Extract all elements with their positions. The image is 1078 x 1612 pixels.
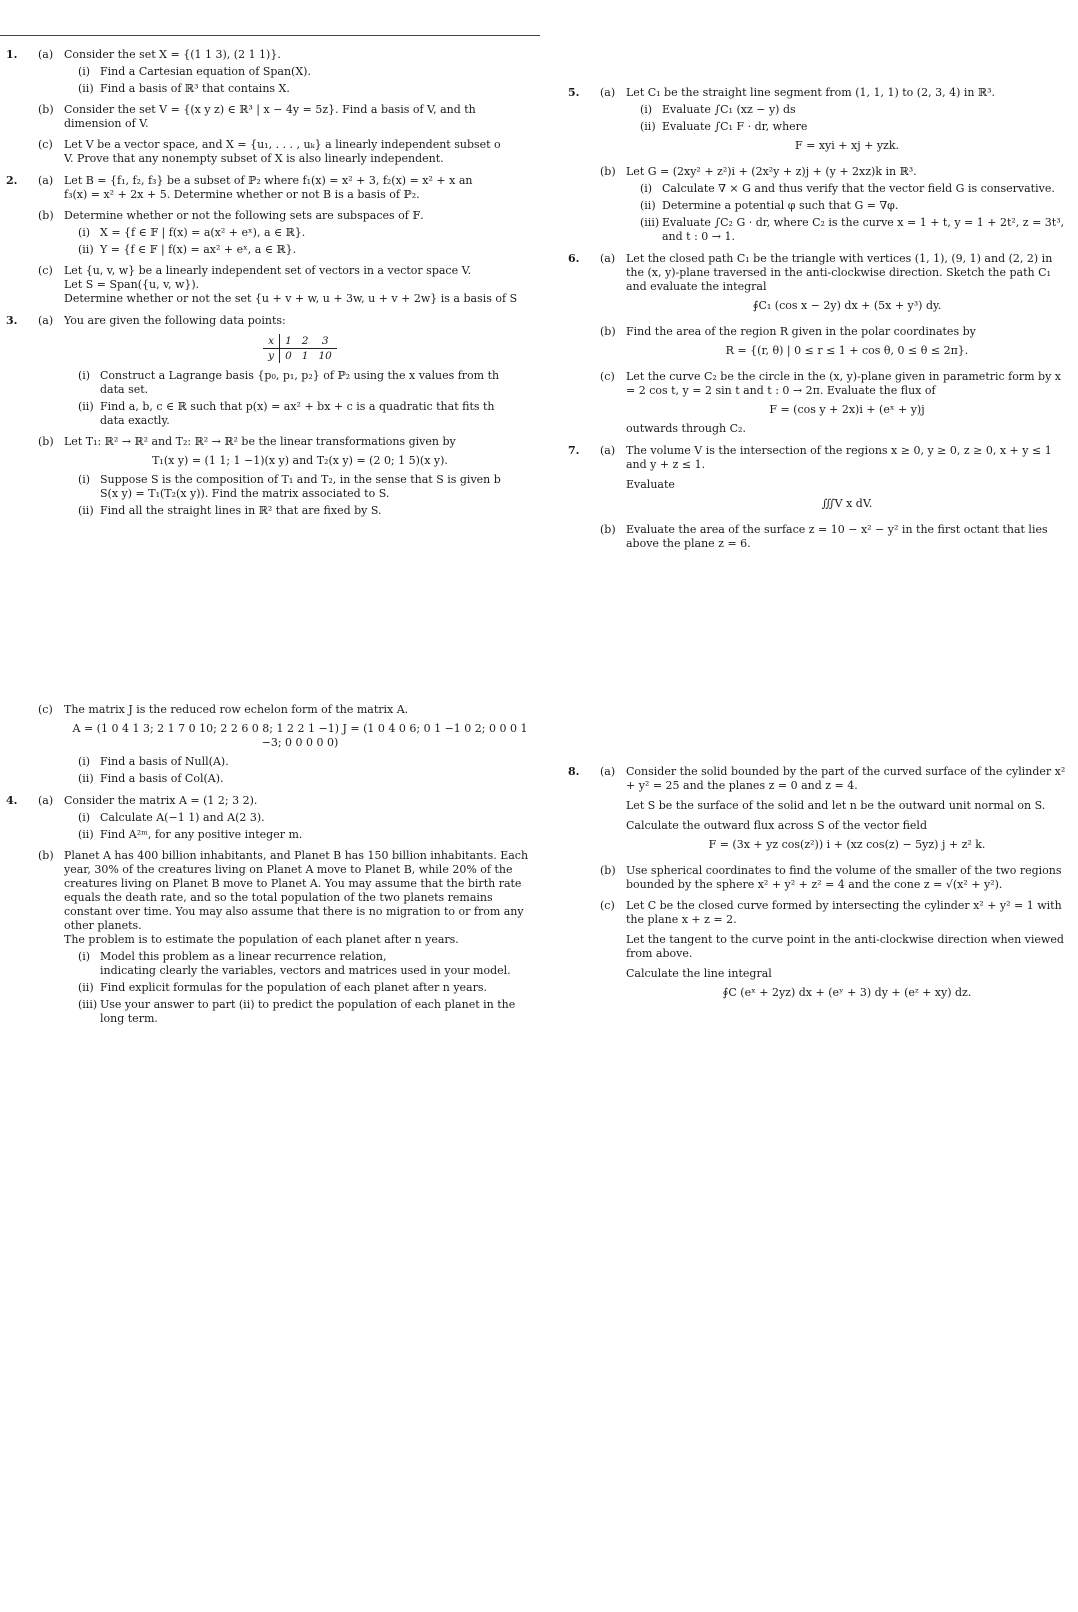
- question-number: 2.: [6, 174, 18, 187]
- part-2a: (a) Let B = {f₁, f₂, f₃} be a subset of ℙ₂ where f₁(x) = x² + 3, f₂(x) = x² + x an f₃(x) = x² + 2x + 5. Determine whether or not B is a basis of ℙ₂.: [38, 174, 473, 201]
- part-2c: (c) Let {u, v, w} be a linearly independent set of vectors in a vector space V. Let S = Span({u, v, w}). Determine whether or not the set {u + v + w, u + 3w, u + v + 2w} is a basis of S: [38, 264, 518, 305]
- question-3: [6, 314, 536, 786]
- answer-space: [568, 559, 1068, 765]
- question-number: 6.: [568, 252, 580, 265]
- polar-region-formula: R = {(r, θ) | 0 ≤ r ≤ 1 + cos θ, 0 ≤ θ ≤ 2π}.: [725, 344, 969, 357]
- left-column: [6, 48, 536, 1034]
- part-4b: (b) Planet A has 400 billion inhabitants, and Planet B has 150 billion inhabitants. Each year, 30% of the creatures living on Planet A move to Planet B, while 20% of the creatures living on Planet B move to Planet A. You may assume that the birth rate equals the death rate, and so the total population of the two planets remains constant over time. You may also assume that there is no migration to or from any other planets. The problem is to estimate the population of each planet after n years. (i) Model this problem as a linear recurrence relation, indicating clearly the variables, vectors and matrices used in your model. (ii) Find explicit formulas for the population of each planet after n years. (iii) Use your answer to part (ii) to predict the population of each planet in the long term.: [38, 849, 529, 1025]
- question-number: 4.: [6, 794, 18, 807]
- part-3b: (b) Let T₁: ℝ² → ℝ² and T₂: ℝ² → ℝ² be the linear transformations given by T₁(x y) = (1 1; 1 −1)(x y) and T₂(x y) = (2 0; 1 5)(x y). (i) Suppose S is the composition of T₁ and T₂, in the sense that S is given b S(x y) = T₁(T₂(x y)). Find the matrix associated to S. (ii) Find all the straight lines in ℝ² that are fixed by S.: [38, 435, 536, 518]
- top-rule: [0, 35, 540, 36]
- flux-field-formula: F = (cos y + 2x)i + (eˣ + y)j: [769, 403, 925, 416]
- part-3c: (c) The matrix J is the reduced row echelon form of the matrix A. A = (1 0 4 1 3; 2 1 7 0 10; 2 2 6 0 8; 1 2 2 1 −1) J = (1 0 4 0 6; 0 1 −1 0 2; 0 0 0 1 −3; 0 0 0 0 0) (i) Find a basis of Null(A). (ii) Find a basis of Col(A).: [38, 703, 536, 786]
- part-5b: (b) Let G = (2xy² + z²)i + (2x²y + z)j + (y + 2xz)k in ℝ³. (i) Calculate ∇ × G and thus verify that the vector field G is conservative. (ii) Determine a potential φ such that G = ∇φ. (iii) Evaluate ∫C₂ G · dr, where C₂ is the curve x = 1 + t, y = 1 + 2t², z = 3t³, and t : 0 → 1.: [600, 165, 1065, 243]
- transformation-formula: T₁(x y) = (1 1; 1 −1)(x y) and T₂(x y) = (2 0; 1 5)(x y).: [152, 454, 448, 467]
- part-6c: (c) Let the curve C₂ be the circle in the (x, y)-plane given in parametric form by x = 2 cos t, y = 2 sin t and t : 0 → 2π. Evaluate the flux of F = (cos y + 2x)i + (eˣ + y)j outwards through C₂.: [600, 370, 1068, 436]
- part-6b: (b) Find the area of the region R given in the polar coordinates by R = {(r, θ) | 0 ≤ r ≤ 1 + cos θ, 0 ≤ θ ≤ 2π}.: [600, 325, 1068, 363]
- question-6: [568, 252, 1068, 436]
- matrix-formula: A = (1 0 4 1 3; 2 1 7 0 10; 2 2 6 0 8; 1 2 2 1 −1) J = (1 0 4 0 6; 0 1 −1 0 2; 0 0 0 1 −3; 0 0 0 0 0): [72, 722, 528, 749]
- question-8: [568, 765, 1068, 1005]
- part-1c: (c) Let V be a vector space, and X = {u₁, . . . , uₖ} a linearly independent subset o V. Prove that any nonempty subset of X is also linearly independent.: [38, 138, 501, 165]
- flux-vector-field-formula: F = (3x + yz cos(z²)) i + (xz cos(z) − 5yz) j + z² k.: [708, 838, 986, 851]
- right-column: [568, 86, 1068, 1013]
- part-4a: (a) Consider the matrix A = (1 2; 3 2). (i) Calculate A(−1 1) and A(2 3). (ii) Find A²ᵐ, for any positive integer m.: [38, 794, 303, 841]
- part-1a: (a) Consider the set X = {(1 1 3), (2 1 1)}. (i) Find a Cartesian equation of Span(X). (ii) Find a basis of ℝ³ that contains X.: [38, 48, 311, 95]
- part-6a: (a) Let the closed path C₁ be the triangle with vertices (1, 1), (9, 1) and (2, 2) in the (x, y)-plane traversed in the anti-clockwise direction. Sketch the path C₁ and evaluate the integral ∮C₁ (cos x − 2y) dx + (5x + y³) dy.: [600, 252, 1068, 318]
- triple-integral-formula: ∭V x dV.: [821, 497, 873, 510]
- part-7b: (b) Evaluate the area of the surface z = 10 − x² − y² in the first octant that lies above the plane z = 6.: [600, 523, 1048, 550]
- part-8c: (c) Let C be the closed curve formed by intersecting the cylinder x² + y² = 1 with the plane x + z = 2. Let the tangent to the curve point in the anti-clockwise direction when viewed from above. Calculate the line integral ∮C (eˣ + 2yz) dx + (eʸ + 3) dy + (eᶻ + xy) dz.: [600, 899, 1068, 1005]
- question-number: 8.: [568, 765, 580, 778]
- part-2b: (b) Determine whether or not the following sets are subspaces of 𝔽. (i) X = {f ∈ 𝔽 | f(x) = a(x² + eˣ), a ∈ ℝ}. (ii) Y = {f ∈ 𝔽 | f(x) = ax² + eˣ, a ∈ ℝ}.: [38, 209, 424, 256]
- question-4: [6, 794, 536, 1026]
- data-points-table: x 1 2 3 y 0 1 10: [263, 334, 337, 363]
- question-1: [6, 48, 536, 166]
- question-5: [568, 86, 1068, 244]
- part-3a: (a) You are given the following data points: x 1 2 3 y 0 1 10 (i) Construct a Lagrange basis {p₀, p₁, p₂} of ℙ₂ using the x values from th data set. (ii) Find a, b, c ∈ ℝ such that p(x) = ax² + bx + c is a quadratic that fits th data exactly.: [38, 314, 500, 427]
- question-number: 5.: [568, 86, 580, 99]
- part-5a: (a) Let C₁ be the straight line segment from (1, 1, 1) to (2, 3, 4) in ℝ³. (i) Evaluate ∫C₁ (xz − y) ds (ii) Evaluate ∫C₁ F · dr, where F = xyi + xj + yzk.: [600, 86, 1068, 158]
- part-8b: (b) Use spherical coordinates to find the volume of the smaller of the two regions bounded by the sphere x² + y² + z² = 4 and the cone z = √(x² + y²).: [600, 864, 1062, 891]
- question-7: [568, 444, 1068, 551]
- question-number: 3.: [6, 314, 18, 327]
- question-2: [6, 174, 536, 306]
- answer-space: [38, 525, 536, 703]
- part-1b: (b) Consider the set V = {(x y z) ∈ ℝ³ | x − 4y = 5z}. Find a basis of V, and th dimension of V.: [38, 103, 476, 130]
- part-7a: (a) The volume V is the intersection of the regions x ≥ 0, y ≥ 0, z ≥ 0, x + y ≤ 1 and y + z ≤ 1. Evaluate ∭V x dV.: [600, 444, 1068, 516]
- line-integral-formula: ∮C₁ (cos x − 2y) dx + (5x + y³) dy.: [752, 299, 942, 312]
- question-number: 7.: [568, 444, 580, 457]
- question-number: 1.: [6, 48, 18, 61]
- vector-field-formula: F = xyi + xj + yzk.: [795, 139, 899, 152]
- closed-line-integral-formula: ∮C (eˣ + 2yz) dx + (eʸ + 3) dy + (eᶻ + xy) dz.: [722, 986, 972, 999]
- part-8a: (a) Consider the solid bounded by the part of the curved surface of the cylinder x² + y² = 25 and the planes z = 0 and z = 4. Let S be the surface of the solid and let n be the outward unit normal on S. Calculate the outward flux across S of the vector field F = (3x + yz cos(z²)) i + (xz cos(z) − 5yz) j + z² k.: [600, 765, 1068, 857]
